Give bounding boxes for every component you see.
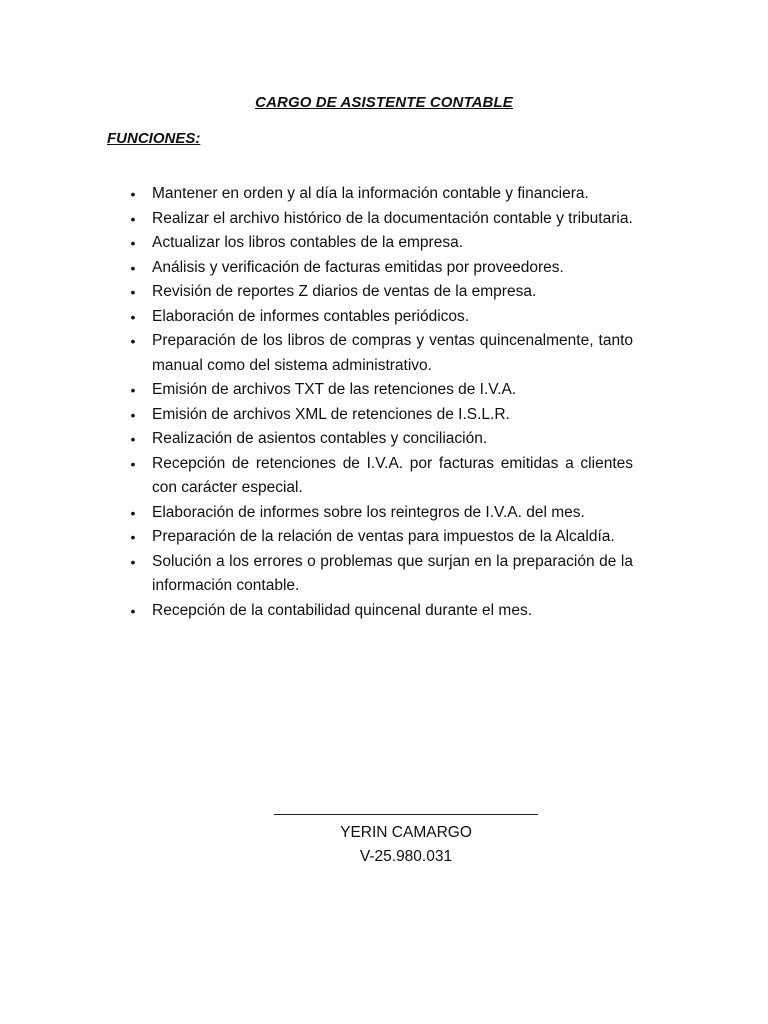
list-item	[128, 256, 633, 281]
bullet-icon: •	[130, 406, 136, 423]
bullet-icon: •	[130, 333, 136, 349]
list-item	[128, 182, 633, 207]
duty-text: Elaboración de informes sobre los reintegros de I.V.A. del mes.	[152, 503, 585, 521]
duty-text: Actualizar los libros contables de la empresa.	[152, 234, 464, 251]
list-item	[128, 305, 633, 330]
duty-text: Mantener en orden y al día la información contable y financiera.	[152, 185, 589, 202]
signer-name: YERIN CAMARGO	[340, 824, 472, 841]
list-item	[128, 452, 633, 501]
bullet-icon: •	[130, 259, 136, 276]
duty-text: Realización de asientos contables y conciliación.	[152, 430, 488, 447]
list-item	[128, 550, 633, 599]
duty-text: Preparación de los libros de compras y ventas quincenalmente, tanto manual como del sistema administrativo.	[152, 332, 633, 374]
list-item	[128, 427, 633, 452]
signature-line	[274, 814, 538, 815]
duty-text: Revisión de reportes Z diarios de ventas de la empresa.	[152, 283, 537, 300]
duty-text: Emisión de archivos TXT de las retenciones de I.V.A.	[152, 381, 517, 398]
list-item	[128, 378, 633, 403]
bullet-icon: •	[130, 455, 136, 472]
list-item	[128, 501, 633, 526]
bullet-icon: •	[130, 602, 136, 619]
duty-text: Realizar el archivo histórico de la documentación contable y tributaria.	[152, 209, 633, 227]
section-label-text: FUNCIONES:	[107, 130, 201, 147]
duties-list	[128, 182, 633, 623]
bullet-icon: •	[130, 529, 136, 545]
bullet-icon: •	[130, 284, 136, 300]
list-item	[128, 280, 633, 305]
duty-text: Preparación de la relación de ventas para impuestos de la Alcaldía.	[152, 528, 615, 545]
document-title: CARGO DE ASISTENTE CONTABLE	[255, 94, 513, 111]
bullet-icon: •	[130, 210, 136, 227]
bullet-icon: •	[130, 308, 136, 325]
list-item	[128, 403, 633, 428]
list-item	[128, 207, 633, 232]
duty-text: Recepción de retenciones de I.V.A. por facturas emitidas a clientes con carácter especial.	[152, 454, 633, 496]
duty-text: Análisis y verificación de facturas emitidas por proveedores.	[152, 258, 564, 276]
list-item	[128, 525, 633, 550]
section-label-funciones	[107, 130, 206, 147]
bullet-icon: •	[130, 504, 136, 521]
bullet-icon: •	[130, 235, 136, 251]
bullet-icon: •	[130, 431, 136, 447]
list-item	[128, 329, 633, 378]
bullet-icon: •	[130, 553, 136, 570]
duty-text: Emisión de archivos XML de retenciones de I.S.L.R.	[152, 405, 510, 423]
list-item	[128, 231, 633, 256]
bullet-icon: •	[130, 382, 136, 398]
signature-block	[274, 814, 538, 868]
duty-text: Recepción de la contabilidad quincenal durante el mes.	[152, 601, 532, 619]
signer-id-number: V-25.980.031	[359, 848, 453, 865]
duty-text: Elaboración de informes contables periódicos.	[152, 307, 470, 325]
list-item	[128, 599, 633, 624]
bullet-icon: •	[130, 186, 136, 202]
duty-text: Solución a los errores o problemas que surjan en la preparación de la información contable.	[152, 552, 633, 594]
